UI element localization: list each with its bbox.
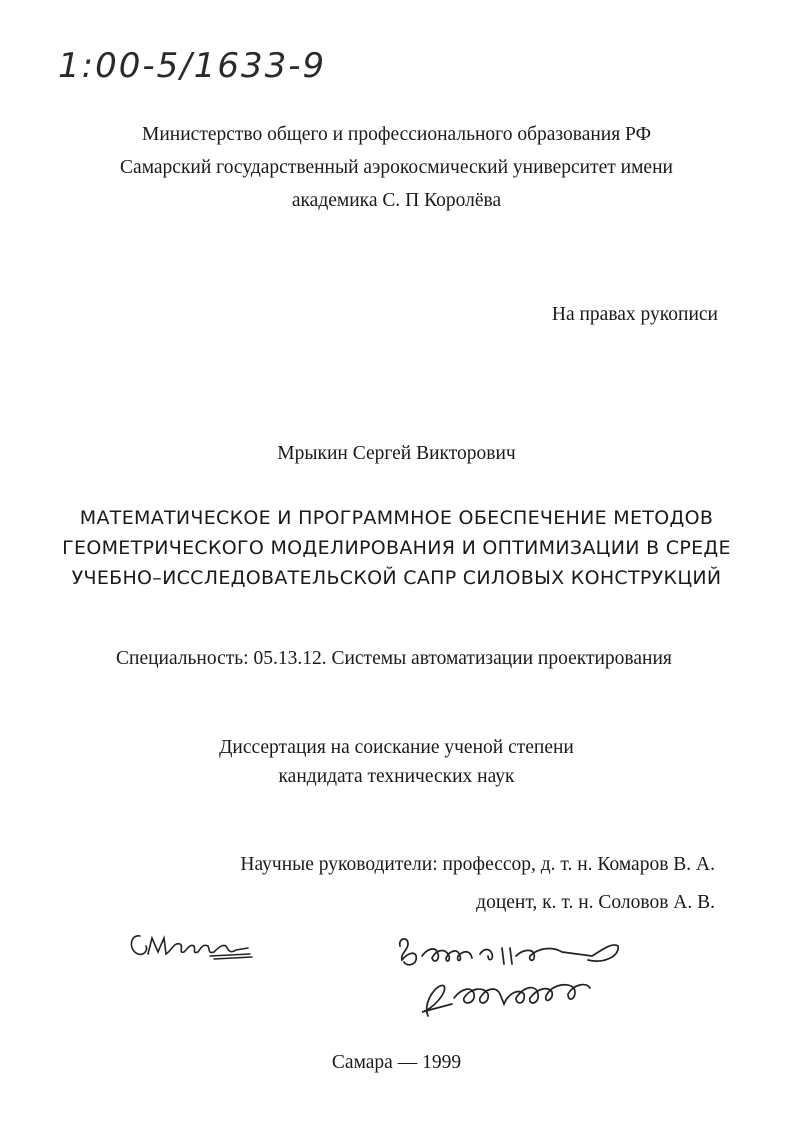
author-name: Мрыкин Сергей Викторович <box>277 443 516 464</box>
title-line: УЧЕБНО–ИССЛЕДОВАТЕЛЬСКОЙ САПР СИЛОВЫХ КОНСТРУКЦИЙ <box>71 567 722 589</box>
supervisor-signatures <box>392 932 632 1028</box>
degree-statement <box>0 733 793 791</box>
rights-note: На правах рукописи <box>551 304 718 325</box>
ministry-line: Министерство общего и профессионального образования РФ <box>142 124 651 145</box>
university-line: Самарский государственный аэрокосмический университет имени <box>120 157 673 178</box>
academician-line: академика С. П Королёва <box>291 190 502 211</box>
institution-header <box>0 118 793 217</box>
title-line: ГЕОМЕТРИЧЕСКОГО МОДЕЛИРОВАНИЯ И ОПТИМИЗАЦИИ В СРЕДЕ <box>62 537 731 559</box>
degree-line: Диссертация на соискание ученой степени <box>219 737 574 758</box>
archive-number: 1:00-5/1633-9 <box>58 46 327 86</box>
specialty: Специальность: 05.13.12. Системы автоматизации проектирования <box>116 648 672 669</box>
place-and-year: Самара — 1999 <box>331 1052 462 1073</box>
supervisor-line-1: Научные руководители: профессор, д. т. н. Комаров В. А. <box>240 854 715 875</box>
author-signature <box>126 928 258 966</box>
supervisor-line-2: доцент, к. т. н. Соловов А. В. <box>476 892 715 913</box>
dissertation-title <box>0 503 793 593</box>
supervisors <box>240 846 715 922</box>
title-line: МАТЕМАТИЧЕСКОЕ И ПРОГРАММНОЕ ОБЕСПЕЧЕНИЕ МЕТОДОВ <box>79 507 714 529</box>
degree-line: кандидата технических наук <box>278 766 515 787</box>
